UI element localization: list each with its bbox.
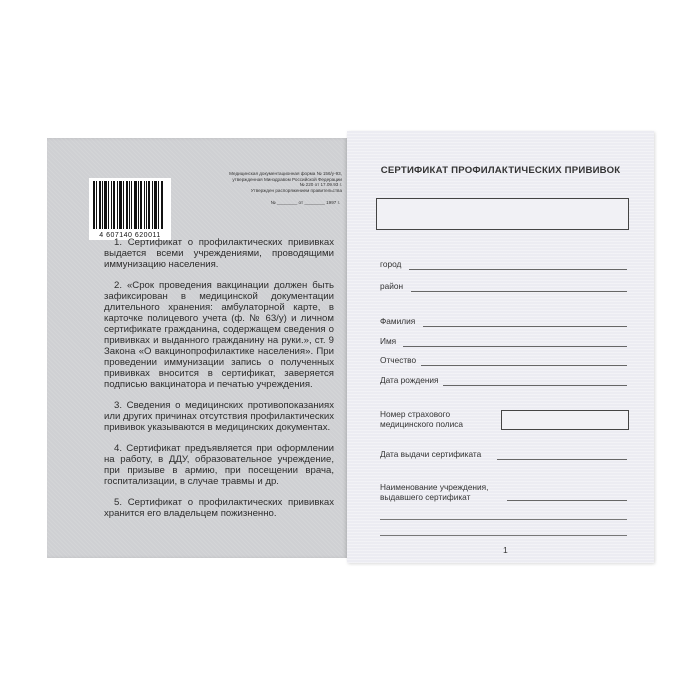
district-field[interactable] [411, 291, 627, 292]
institution-label [380, 482, 488, 502]
certificate-front-page [347, 131, 654, 563]
form-header-line: № 220 от 17.09.93 г. [299, 182, 342, 188]
institution-extra-line[interactable] [380, 535, 627, 536]
instructions [104, 237, 334, 529]
birth-date-label: Дата рождения [380, 375, 439, 385]
surname-field[interactable] [423, 326, 627, 327]
issue-date-label: Дата выдачи сертификата [380, 449, 482, 459]
institution-extra-line[interactable] [380, 519, 627, 520]
certificate-back-page [47, 138, 347, 558]
city-field[interactable] [409, 269, 627, 270]
insurance-policy-box[interactable] [501, 410, 629, 430]
form-header-line: Утвержден распоряжением правительства [250, 187, 342, 193]
institution-label-line: выдавшего сертификат [380, 492, 471, 502]
form-header [177, 171, 342, 193]
patronymic-label: Отчество [380, 355, 417, 365]
issue-date-field[interactable] [497, 459, 627, 460]
insurance-policy-label [380, 409, 463, 429]
insurance-policy-label-line: Номер страхового [380, 409, 451, 419]
instruction-paragraph: 3. Сведения о медицинских противопоказаниях или других причинах отсутствия профилактических прививок указываются в медицинских документах. [104, 400, 334, 433]
instruction-paragraph: 5. Сертификат о профилактических прививках хранится его владельцем пожизненно. [104, 497, 334, 519]
barcode-number: 4 607140 620011 [99, 232, 161, 239]
certificate-title: СЕРТИФИКАТ ПРОФИЛАКТИЧЕСКИХ ПРИВИВОК [380, 165, 621, 176]
instruction-paragraph: 2. «Срок проведения вакцинации должен быть зафиксирован в медицинской документации длительного хранения: амбулаторной карте, в карточке полицевого учета (ф. № 63/у) и личном сертификате гражданина, содержащем сведения о прививках и выданного гражданину на руки.», ст. 9 Закона «О вакцинопрофилактике населения». При проведении иммунизации запись о полученных прививках вносится в сертификат, заверяется подписью вакцинатора и печатью учреждения. [104, 280, 334, 390]
barcode-bars [93, 181, 167, 229]
city-label: город [380, 259, 402, 269]
institution-field[interactable] [507, 500, 627, 501]
barcode [89, 178, 171, 240]
birth-date-field[interactable] [443, 385, 627, 386]
institution-label-line: Наименование учреждения, [380, 482, 489, 492]
patronymic-field[interactable] [421, 365, 627, 366]
instruction-paragraph: 1. Сертификат о профилактических прививках выдается всеми учреждениями, проводящими иммунизацию населения. [104, 237, 334, 270]
form-header-line: Медицинская документационная форма № 156/у-93, [229, 171, 342, 176]
first-name-field[interactable] [403, 346, 627, 347]
document-number: № ________ от ________ 1997 г. [270, 200, 340, 205]
form-header-line: утвержденная Минздравом Российской Федерации [232, 176, 342, 182]
instruction-paragraph: 4. Сертификат предъявляется при оформлении на работу, в ДДУ, образовательное учреждение, при призыве в армию, при посещении врача, госпитализации, в случае травмы и др. [104, 443, 334, 487]
insurance-policy-label-line: медицинского полиса [380, 419, 463, 429]
district-label: район [380, 281, 404, 291]
page-number: 1 [503, 545, 508, 555]
surname-label: Фамилия [380, 316, 416, 326]
first-name-label: Имя [380, 336, 397, 346]
holder-name-box[interactable] [376, 198, 629, 230]
